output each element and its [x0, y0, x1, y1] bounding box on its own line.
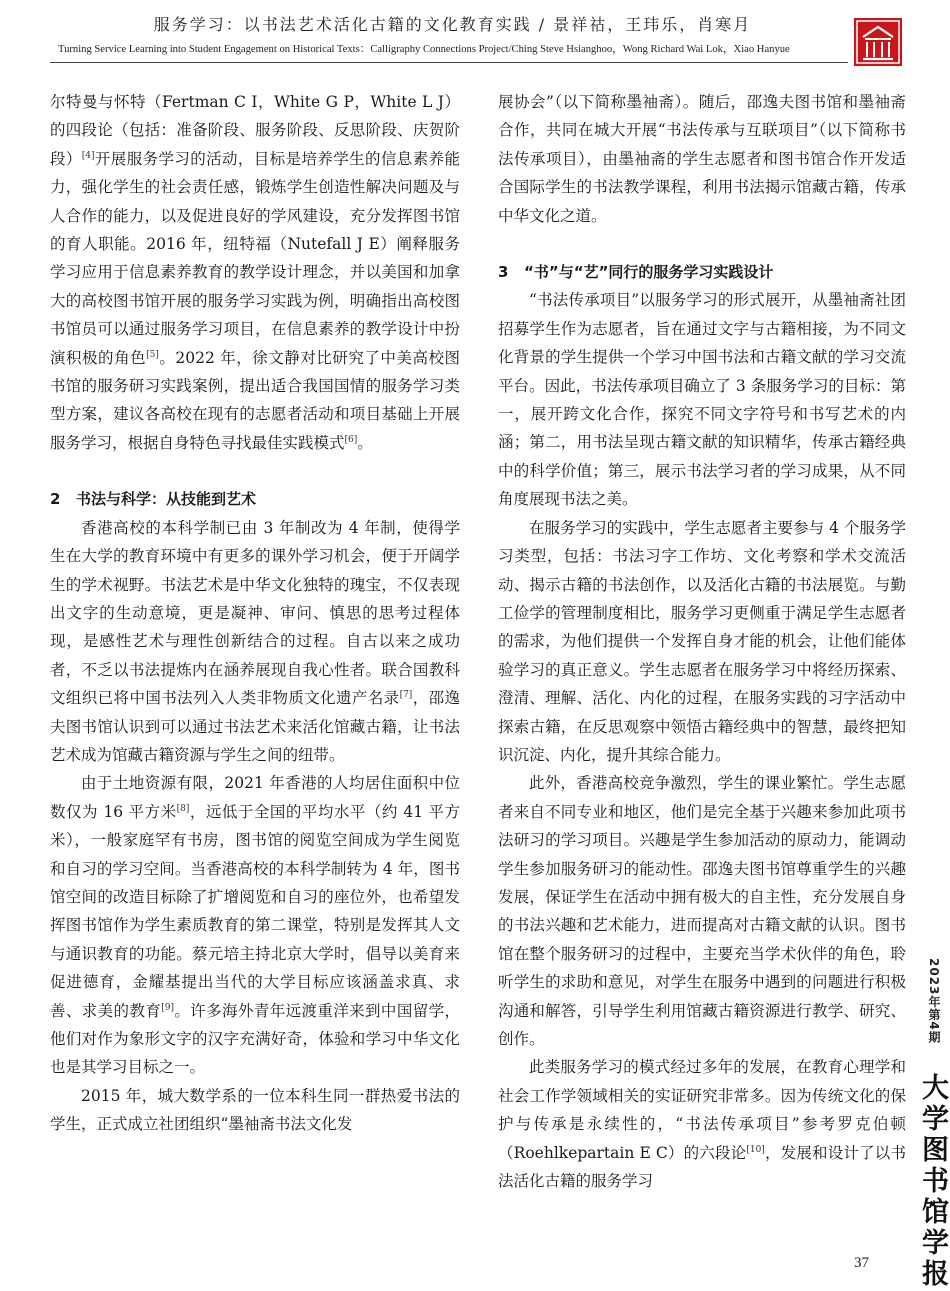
- citation: [9]: [161, 1002, 174, 1013]
- paragraph: 由于土地资源有限，2021 年香港的人均居住面积中位数仅为 16 平方米[8]，远低于全国的平均水平（约 41 平方米），一般家庭罕有书房，图书馆的阅览空间成为学生阅览和自习的学习空间。当香港高校的本科学制转为 4 年，图书馆空间的改造目标除了扩增阅览和自习的座位外，也希望发挥图书馆作为学生素质教育的第二课堂，特别是发挥其人文与通识教育的功能。蔡元培主持北京大学时，倡导以美育来促进德育，金耀基提出当代的大学目标应该涵盖求真、求善、求美的教育[9]。许多海外青年远渡重洋来到中国留学，他们对作为象形文字的汉字充满好奇，体验和学习中华文化也是其学习目标之一。: [50, 774, 460, 1077]
- journal-name: 大学图书馆学报: [917, 1073, 948, 1290]
- paragraph: 此外，香港高校竞争激烈，学生的课业繁忙。学生志愿者来自不同专业和地区，他们是完全基于兴趣来参加此项书法研习的学习项目。兴趣是学生参加活动的原动力，能调动学生参加服务研习的能动性。邵逸夫图书馆尊重学生的兴趣发展，保证学生在活动中拥有极大的自主性，充分发展自身的书法兴趣和艺术能力，进而提高对古籍文献的认识。图书馆在整个服务研习的过程中，主要充当学术伙伴的角色，聆听学生的求助和意见，对学生在服务中遇到的问题进行积极沟通和解答，引导学生利用馆藏古籍资源进行教学、研究、创作。: [498, 774, 906, 1048]
- paragraph: 此类服务学习的模式经过多年的发展，在教育心理学和社会工作学领域相关的实证研究非常多。因为传统文化的保护与传承是永续性的，“书法传承项目”参考罗克伯顿（Roehlkepartain E C）的六段论[10]，发展和设计了以书法活化古籍的服务学习: [498, 1058, 906, 1191]
- left-column: [50, 88, 460, 1139]
- citation: [8]: [176, 803, 190, 814]
- paragraph: 在服务学习的实践中，学生志愿者主要参与 4 个服务学习类型，包括：书法习字工作坊、文化考察和学术交流活动、揭示古籍的书法创作，以及活化古籍的书法展览。与勤工俭学的管理制度相比，服务学习更侧重于满足学生志愿者的需求，为他们提供一个发挥自身才能的机会，让他们能体验学习的真正意义。学生志愿者在服务学习中将经历探索、澄清、理解、活化、内化的过程，在服务实践的习字活动中探索古籍，在反思观察中领悟古籍经典中的智慧，最终把知识沉淀、内化，提升其综合能力。: [498, 518, 906, 764]
- citation: [5]: [146, 349, 159, 360]
- right-column: [498, 88, 906, 1195]
- journal-logo-icon: [853, 17, 903, 67]
- citation: [10]: [746, 1144, 765, 1155]
- paragraph: “书法传承项目”以服务学习的形式展开，从墨袖斋社团招募学生作为志愿者，旨在通过文字与古籍相接，为不同文化背景的学生提供一个学习中国书法和古籍文献的学习交流平台。因此，书法传承项目确立了 3 条服务学习的目标：第一，展开跨文化合作，探究不同文字符号和书写艺术的内涵；第二，用书法呈现古籍文献的知识精华，传承古籍经典中的科学价值；第三，展示书法学习者的学习成果，从不同角度展现书法之美。: [498, 291, 906, 509]
- citation: [7]: [399, 689, 413, 700]
- section-heading-2: 2 书法与科学：从技能到艺术: [50, 490, 257, 509]
- running-header-chinese: 服务学习：以书法艺术活化古籍的文化教育实践 / 景祥祜，王玮乐，肖寒月: [153, 15, 752, 34]
- paragraph: 香港高校的本科学制已由 3 年制改为 4 年制，使得学生在大学的教育环境中有更多的课外学习机会，便于开阔学生的学术视野。书法艺术是中华文化独特的瑰宝，不仅表现出文字的生动意境，更是凝神、审问、慎思的思考过程体现，是感性艺术与理性创新结合的过程。自古以来之成功者，不乏以书法提炼内在涵养展现自我心性者。联合国教科文组织已将中国书法列入人类非物质文化遗产名录[7]，邵逸夫图书馆认识到可以通过书法艺术来活化馆藏古籍，让书法艺术成为馆藏古籍资源与学生之间的纽带。: [50, 518, 460, 764]
- section-heading-3: 3 “书”与“艺”同行的服务学习实践设计: [498, 263, 774, 282]
- paragraph: 2015 年，城大数学系的一位本科生同一群热爱书法的学生，正式成立社团组织“墨袖斋书法文化发: [50, 1086, 460, 1134]
- page-number: 37: [854, 1255, 869, 1271]
- paragraph: 尔特曼与怀特（Fertman C I，White G P，White L J）的四段论（包括：准备阶段、服务阶段、反思阶段、庆贺阶段）[4]开展服务学习的活动，目标是培养学生的信息素养能力，强化学生的社会责任感，锻炼学生创造性解决问题及与人合作的能力，以及促进良好的学风建设，充分发挥图书馆的育人职能。2016 年，纽特福（Nutefall J E）阐释服务学习应用于信息素养教育的教学设计理念，并以美国和加拿大的高校图书馆开展的服务学习实践为例，明确指出高校图书馆员可以通过服务学习项目，在信息素养的教学设计中扮演积极的角色[5]。2022 年，徐文静对比研究了中美高校图书馆的服务研习实践案例，提出适合我国国情的服务学习类型方案，建议各高校在现有的志愿者活动和项目基础上开展服务学习，根据自身特色寻找最佳实践模式[6]。: [50, 93, 460, 452]
- citation: [6]: [344, 434, 358, 445]
- citation: [4]: [81, 150, 95, 161]
- paragraph: 展协会”（以下简称墨袖斋）。随后，邵逸夫图书馆和墨袖斋合作，共同在城大开展“书法传承与互联项目”（以下简称书法传承项目），由墨袖斋的学生志愿者和图书馆合作开发适合国际学生的书法教学课程，利用书法揭示馆藏古籍，传承中华文化之道。: [498, 93, 906, 225]
- issue-label: 2023年第4期: [927, 958, 941, 1044]
- running-header-english: Turning Service Learning into Student Engagement on Historical Texts：Calligraphy Connections Project/Ching Steve Hsianghoo，Wong Richard Wai Lok，Xiao Hanyue: [58, 44, 790, 55]
- header-divider: [50, 62, 848, 63]
